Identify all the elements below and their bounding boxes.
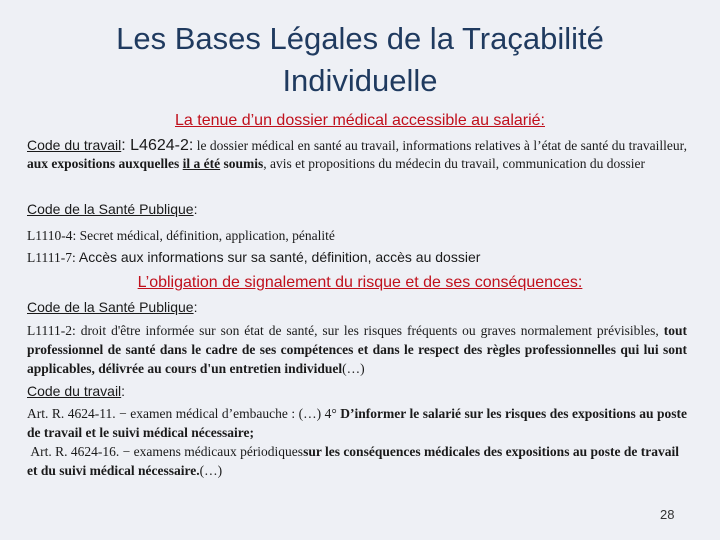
page-number: 28 xyxy=(660,507,675,522)
l1111-7-ref: L1111-7: xyxy=(27,250,76,265)
csp-label-1: Code de la Santé Publique xyxy=(27,201,194,217)
l1111-7-line xyxy=(27,248,687,267)
section1-heading: La tenue d’un dossier médical accessible au salarié: xyxy=(175,112,545,129)
csp-label-2: Code de la Santé Publique xyxy=(27,299,194,315)
code-travail-bold-1: aux expositions auxquelles xyxy=(27,156,183,171)
r4624-16-paragraph xyxy=(27,442,687,480)
title-line-2: Individuelle xyxy=(282,63,438,98)
r4624-11-text: − examen médical d’embauche : (…) 4° xyxy=(115,406,341,421)
section2-heading: L’obligation de signalement du risque et de ses conséquences: xyxy=(137,274,583,291)
l1111-2-ref: L1111-2: xyxy=(27,323,76,338)
r4624-11-ref: Art. R. 4624-11. xyxy=(27,406,116,421)
slide-title xyxy=(40,18,680,102)
csp-heading-1 xyxy=(27,201,687,219)
code-travail-colon-2: : xyxy=(121,383,126,399)
l1111-2-paragraph xyxy=(27,321,687,378)
r4624-11-paragraph xyxy=(27,404,687,442)
l1110-text: Secret médical, définition, application, pénalité xyxy=(76,228,335,243)
l1111-2-end: (…) xyxy=(342,361,365,376)
title-line-1: Les Bases Légales de la Traçabilité xyxy=(116,21,604,56)
r4624-16-end: (…) xyxy=(199,463,223,478)
code-travail-text-a: le dossier médical en santé au travail, informations relatives à l’état de santé du travailleur, xyxy=(193,138,687,153)
r4624-16-text: − examens médicaux périodiques xyxy=(119,444,304,459)
csp-colon-2: : xyxy=(193,299,198,315)
code-travail-label-2: Code du travail xyxy=(27,383,122,399)
r4624-16-bold: sur les conséquences médicales des expositions au poste de travail et du suivi médical nécessaire. xyxy=(27,444,679,478)
code-travail-bold-underlined: il a été xyxy=(182,156,221,171)
csp-colon-1: : xyxy=(193,201,198,217)
l1111-2-text: droit d'être informée sur son état de santé, sur les risques fréquents ou graves normalement prévisibles, xyxy=(75,323,664,338)
csp-heading-2 xyxy=(27,299,687,317)
code-travail-label: Code du travail xyxy=(27,137,122,153)
code-travail-paragraph-1 xyxy=(27,136,687,173)
l1110-line xyxy=(27,227,687,245)
code-travail-ref: : L4624-2: xyxy=(121,137,194,154)
r4624-16-ref: Art. R. 4624-16. xyxy=(30,444,120,459)
l1111-7-text: Accès aux informations sur sa santé, définition, accès au dossier xyxy=(75,249,481,265)
r4624-11-bold: D’informer le salarié sur les risques des expositions au poste de travail et le suivi médical nécessaire; xyxy=(27,406,687,440)
code-travail-text-b: , avis et propositions du médecin du travail, communication du dossier xyxy=(263,156,645,171)
l1111-2-bold: tout professionnel de santé dans le cadre de ses compétences et dans le respect des règles professionnelles qui lui sont applicables, délivrée au cours d'un entretien individuel xyxy=(27,323,687,376)
code-travail-heading-2 xyxy=(27,383,687,401)
l1110-ref: L1110-4: xyxy=(27,228,77,243)
code-travail-bold-2: soumis xyxy=(220,156,264,171)
